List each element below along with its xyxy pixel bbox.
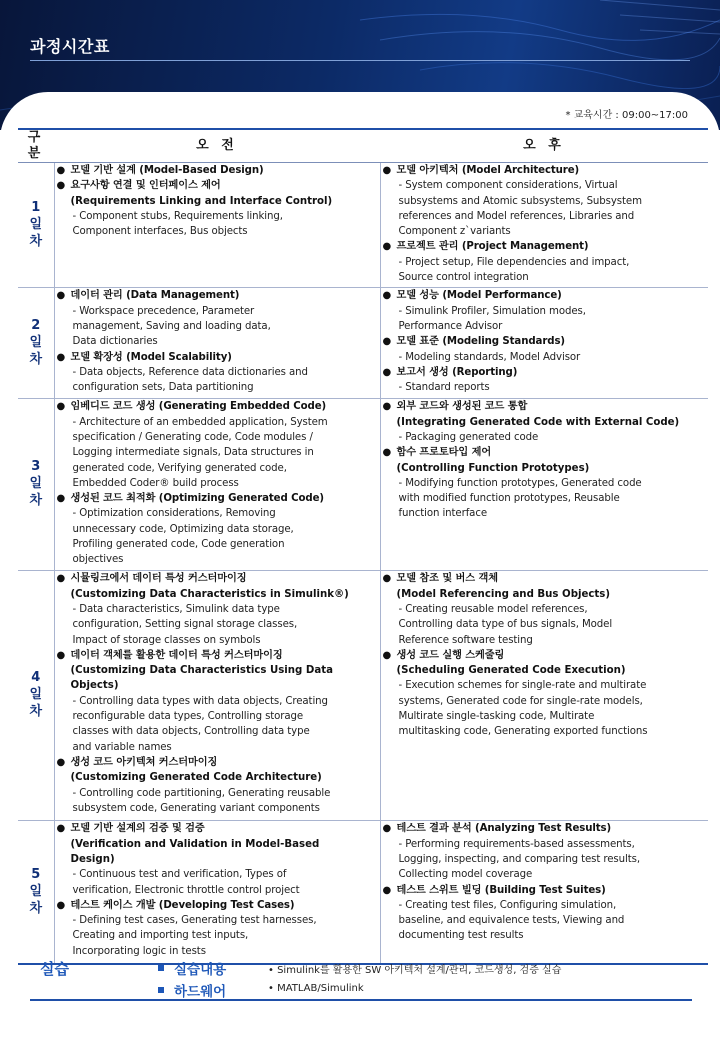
- topic-detail-line: Logging intermediate signals, Data structures in: [72, 447, 314, 459]
- topic-title-continued: (Customizing Data Characteristics in Simulink®): [70, 588, 349, 600]
- topic-title: [383, 821, 709, 836]
- topic-detail-line: Component interfaces, Bus objects: [72, 226, 248, 238]
- am-cell: [54, 571, 380, 821]
- topic-title-text: 생성된 코드 최적화 (Optimizing Generated Code): [70, 493, 324, 505]
- topic-detail-line: Source control integration: [398, 272, 529, 284]
- blue-square-icon: [158, 965, 164, 971]
- topic-detail-line: Component z`variants: [398, 226, 511, 238]
- topic-title: [57, 288, 380, 303]
- topic-detail-line: - Creating test files, Configuring simulation,: [398, 899, 617, 911]
- topic-title-text: 테스트 스위트 빌딩 (Building Test Suites): [396, 884, 606, 896]
- practice-hardware-value: • MATLAB/Simulink: [268, 983, 364, 994]
- topic-detail-line: Creating and importing test inputs,: [72, 930, 249, 942]
- topic-title: [383, 239, 709, 254]
- page-title: 과정시간표: [30, 37, 110, 56]
- day-label-char: 5: [31, 866, 41, 882]
- pm-cell: [380, 571, 708, 821]
- day-label-char: 일: [29, 334, 43, 350]
- topic-title-text: 모델 기반 설계의 검증 및 검증: [70, 823, 205, 835]
- table-row: [18, 821, 708, 964]
- topic-detail-line: Impact of storage classes on symbols: [72, 634, 261, 646]
- day-label-char: 일: [29, 216, 43, 232]
- topic-detail-line: Profiling generated code, Code generation: [72, 539, 285, 551]
- topic-title: [57, 491, 380, 506]
- topic-title-continued: (Model Referencing and Bus Objects): [396, 588, 611, 600]
- bullet-icon: ●: [56, 351, 66, 363]
- day-label: [18, 288, 54, 399]
- topic-detail-line: references and Model references, Libraries and: [398, 210, 635, 222]
- topic-detail-line: and variable names: [72, 741, 172, 753]
- practice-section: [30, 954, 692, 1001]
- table-row: [18, 571, 708, 821]
- bullet-icon: ●: [382, 823, 392, 835]
- topic-title: [383, 334, 709, 349]
- bullet-icon: ●: [56, 573, 66, 585]
- bullet-icon: ●: [382, 401, 392, 413]
- bullet-icon: ●: [382, 165, 392, 176]
- topic-detail-line: - Continuous test and verification, Types of: [72, 869, 287, 881]
- bullet-icon: ●: [56, 165, 66, 176]
- topic-detail-line: - Creating reusable model references,: [398, 603, 588, 615]
- topic-title-text: 모델 참조 및 버스 객체: [396, 573, 498, 585]
- header-day: 구 분: [18, 129, 54, 163]
- topic-title: [57, 571, 380, 586]
- topic-detail-line: Collecting model coverage: [398, 869, 533, 881]
- topic-title-text: 외부 코드와 생성된 코드 통합: [396, 401, 528, 413]
- topic-title-continued: Objects): [70, 680, 119, 692]
- topic-detail-line: - Modifying function prototypes, Generated code: [398, 477, 642, 489]
- topic-title-text: 함수 프로토타입 제어: [396, 447, 492, 459]
- day-label-char: 2: [31, 317, 41, 333]
- pm-cell: [380, 288, 708, 399]
- am-cell: [54, 399, 380, 571]
- practice-hardware-key: 하드웨어: [174, 984, 227, 1000]
- bullet-icon: ●: [56, 823, 66, 835]
- topic-detail-line: unnecessary code, Optimizing data storage,: [72, 523, 294, 535]
- practice-content-value: • Simulink를 활용한 SW 아키텍처 설계/관리, 코드생성, 검증 실습: [268, 965, 562, 976]
- topic-title-text: 보고서 생성 (Reporting): [396, 366, 518, 378]
- topic-detail-line: with modified function prototypes, Reusable: [398, 493, 620, 505]
- practice-label: 실습: [40, 960, 69, 978]
- topic-detail-line: generated code, Verifying generated code,: [72, 462, 287, 474]
- bullet-icon: ●: [382, 573, 392, 585]
- day-label-char: 차: [29, 233, 43, 249]
- topic-detail-line: - Execution schemes for single-rate and multirate: [398, 680, 647, 692]
- topic-detail-line: Logging, inspecting, and comparing test results,: [398, 853, 640, 865]
- topic-title-continued: (Verification and Validation in Model-Based: [70, 838, 320, 850]
- topic-detail-line: systems, Generated code for single-rate models,: [398, 695, 643, 707]
- topic-detail-line: - Optimization considerations, Removing: [72, 508, 276, 520]
- topic-title-continued: (Customizing Data Characteristics Using Data: [70, 665, 333, 677]
- table-row: [18, 163, 708, 288]
- topic-title-text: 생성 코드 실행 스케줄링: [396, 649, 505, 661]
- education-hours: * 교육시간 : 09:00~17:00: [565, 110, 688, 121]
- topic-detail-line: - Architecture of an embedded application, System: [72, 416, 328, 428]
- topic-title: [383, 399, 709, 414]
- day-label-char: 일: [29, 687, 43, 703]
- topic-title: [57, 898, 380, 913]
- topic-title: [57, 178, 380, 193]
- topic-detail-line: subsystem code, Generating variant components: [72, 802, 320, 814]
- bullet-icon: ●: [382, 241, 392, 253]
- topic-title-text: 시뮬링크에서 데이터 특성 커스터마이징: [70, 573, 247, 585]
- topic-title-text: 데이터 관리 (Data Management): [70, 290, 240, 302]
- day-label: [18, 571, 54, 821]
- topic-detail-line: Embedded Coder® build process: [72, 477, 239, 489]
- topic-detail-line: multitasking code, Generating exported functions: [398, 726, 648, 738]
- table-header-row: [18, 129, 708, 163]
- topic-detail-line: - Modeling standards, Model Advisor: [398, 351, 581, 363]
- topic-detail-line: - Performing requirements-based assessments,: [398, 838, 635, 850]
- bullet-icon: ●: [382, 366, 392, 378]
- topic-detail-line: baseline, and equivalence tests, Viewing and: [398, 915, 625, 927]
- topic-detail-line: - Controlling code partitioning, Generating reusable: [72, 787, 331, 799]
- topic-detail-line: reconfigurable data types, Controlling storage: [72, 711, 304, 723]
- pm-cell: [380, 163, 708, 288]
- day-label-char: 차: [29, 704, 43, 720]
- bullet-icon: ●: [56, 180, 66, 192]
- pm-cell: [380, 821, 708, 964]
- topic-detail-line: function interface: [398, 508, 487, 520]
- topic-detail-line: verification, Electronic throttle control project: [72, 884, 300, 896]
- am-cell: [54, 821, 380, 964]
- topic-title-continued: (Scheduling Generated Code Execution): [396, 665, 626, 677]
- topic-title: [383, 445, 709, 460]
- topic-title-continued: (Integrating Generated Code with External Code): [396, 416, 680, 428]
- topic-detail-line: Multirate single-tasking code, Multirate: [398, 711, 595, 723]
- practice-content-key: 실습내용: [174, 962, 227, 978]
- topic-detail-line: management, Saving and loading data,: [72, 320, 271, 332]
- bullet-icon: ●: [56, 401, 66, 413]
- topic-title: [57, 821, 380, 836]
- topic-title: [383, 163, 709, 178]
- bullet-icon: ●: [56, 493, 66, 505]
- topic-title-text: 모델 확장성 (Model Scalability): [70, 351, 232, 363]
- bullet-icon: ●: [382, 447, 392, 459]
- topic-title: [383, 571, 709, 586]
- topic-title: [383, 288, 709, 303]
- topic-detail-line: - Controlling data types with data objects, Creating: [72, 695, 328, 707]
- topic-detail-line: Controlling data type of bus signals, Model: [398, 619, 613, 631]
- topic-title-continued: (Controlling Function Prototypes): [396, 462, 590, 474]
- topic-detail-line: specification / Generating code, Code modules /: [72, 431, 313, 443]
- topic-detail-line: - Defining test cases, Generating test harnesses,: [72, 915, 317, 927]
- topic-detail-line: configuration, Setting signal storage classes,: [72, 619, 298, 631]
- topic-detail-line: - Project setup, File dependencies and impact,: [398, 256, 630, 268]
- day-label-char: 4: [31, 670, 41, 686]
- topic-title-continued: (Requirements Linking and Interface Control): [70, 195, 333, 207]
- day-label-char: 일: [29, 883, 43, 899]
- bullet-icon: ●: [382, 649, 392, 661]
- topic-detail-line: - Workspace precedence, Parameter: [72, 305, 255, 317]
- am-cell: [54, 163, 380, 288]
- am-cell: [54, 288, 380, 399]
- bullet-icon: ●: [382, 336, 392, 348]
- bullet-icon: ●: [56, 649, 66, 661]
- table-row: [18, 288, 708, 399]
- title-divider: [30, 60, 690, 61]
- topic-detail-line: Data dictionaries: [72, 336, 158, 348]
- topic-detail-line: - Standard reports: [398, 382, 490, 394]
- topic-detail-line: - Data characteristics, Simulink data type: [72, 603, 280, 615]
- topic-title-text: 모델 표준 (Modeling Standards): [396, 336, 565, 348]
- topic-detail-line: Incorporating logic in tests: [72, 945, 206, 957]
- topic-title-text: 모델 성능 (Model Performance): [396, 290, 562, 302]
- topic-title-text: 테스트 결과 분석 (Analyzing Test Results): [396, 823, 612, 835]
- topic-title: [57, 648, 380, 663]
- schedule-body: [18, 163, 708, 964]
- topic-detail-line: subsystems and Atomic subsystems, Subsystem: [398, 195, 642, 207]
- topic-detail-line: configuration sets, Data partitioning: [72, 382, 254, 394]
- day-label-char: 차: [29, 900, 43, 916]
- topic-detail-line: - Packaging generated code: [398, 431, 539, 443]
- topic-title: [383, 365, 709, 380]
- topic-title-text: 데이터 객체를 활용한 데이터 특성 커스터마이징: [70, 649, 283, 661]
- pm-cell: [380, 399, 708, 571]
- header-pm: 오 후: [380, 129, 708, 163]
- topic-title: [57, 399, 380, 414]
- topic-title: [383, 883, 709, 898]
- topic-title-text: 테스트 케이스 개발 (Developing Test Cases): [70, 899, 295, 911]
- topic-title-text: 요구사항 연결 및 인터페이스 제어: [70, 180, 221, 192]
- day-label: [18, 163, 54, 288]
- bullet-icon: ●: [56, 290, 66, 302]
- bullet-icon: ●: [56, 899, 66, 911]
- bullet-icon: ●: [56, 756, 66, 768]
- topic-detail-line: - Component stubs, Requirements linking,: [72, 210, 283, 222]
- topic-detail-line: Performance Advisor: [398, 320, 503, 332]
- day-label: [18, 399, 54, 571]
- topic-detail-line: classes with data objects, Controlling data type: [72, 726, 310, 738]
- topic-title-continued: Design): [70, 853, 115, 865]
- topic-detail-line: Reference software testing: [398, 634, 533, 646]
- topic-title: [57, 755, 380, 770]
- topic-title-text: 생성 코드 아키텍쳐 커스터마이징: [70, 756, 218, 768]
- day-label-char: 차: [29, 351, 43, 367]
- schedule-table: [18, 128, 708, 965]
- topic-title: [57, 163, 380, 178]
- topic-detail-line: - System component considerations, Virtual: [398, 180, 618, 192]
- bullet-icon: ●: [382, 290, 392, 302]
- day-label-char: 차: [29, 493, 43, 509]
- table-row: [18, 399, 708, 571]
- topic-title-continued: (Customizing Generated Code Architecture): [70, 772, 322, 784]
- topic-detail-line: - Simulink Profiler, Simulation modes,: [398, 305, 586, 317]
- header-am: 오 전: [54, 129, 380, 163]
- topic-title: [57, 350, 380, 365]
- topic-title-text: 프로젝트 관리 (Project Management): [396, 241, 589, 253]
- day-label-char: 1: [31, 199, 41, 215]
- topic-title-text: 임베디드 코드 생성 (Generating Embedded Code): [70, 401, 327, 413]
- topic-detail-line: objectives: [72, 554, 124, 566]
- blue-square-icon: [158, 987, 164, 993]
- bullet-icon: ●: [382, 884, 392, 896]
- day-label-char: 일: [29, 476, 43, 492]
- topic-title: [383, 648, 709, 663]
- topic-detail-line: documenting test results: [398, 930, 524, 942]
- topic-detail-line: - Data objects, Reference data dictionaries and: [72, 366, 308, 378]
- day-label-char: 3: [31, 459, 41, 475]
- topic-title-text: 모델 아키텍처 (Model Architecture): [396, 165, 580, 176]
- topic-title-text: 모델 기반 설계 (Model-Based Design): [70, 165, 264, 176]
- day-label: [18, 821, 54, 964]
